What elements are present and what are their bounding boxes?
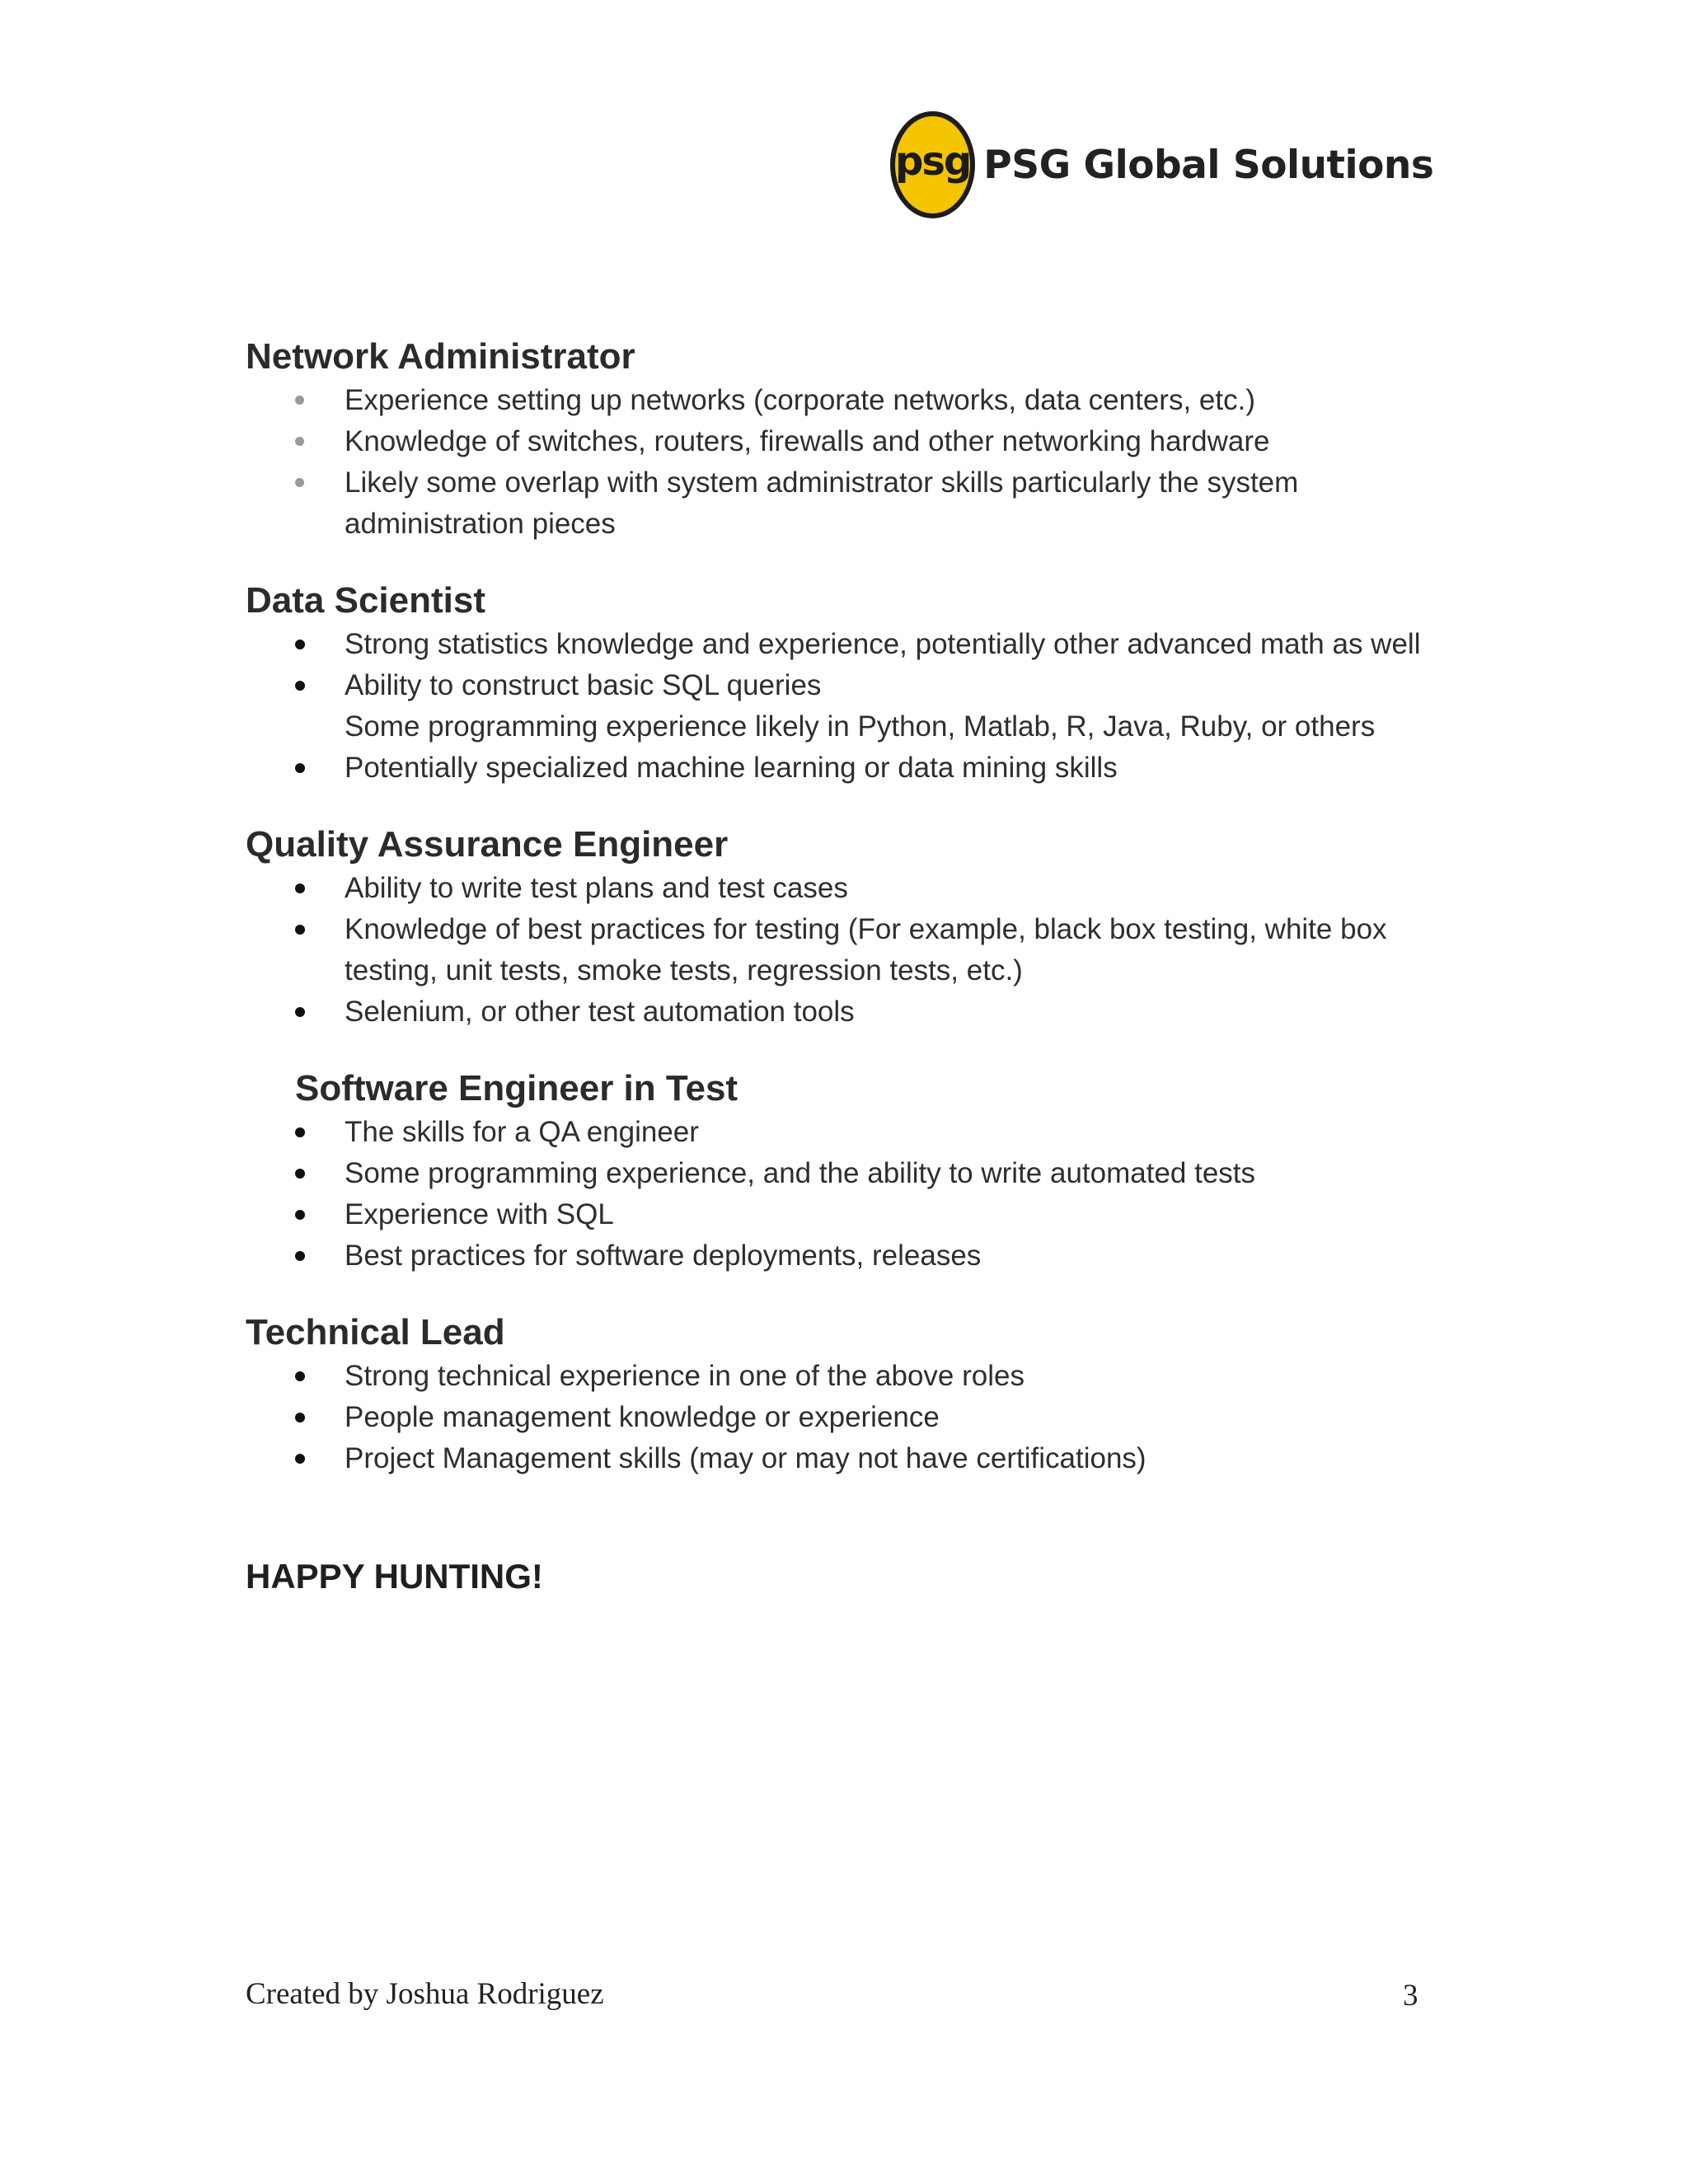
bullet-icon [295,1169,305,1179]
bullet-icon [295,925,305,935]
bullet-icon [295,681,305,691]
list-item [246,1194,1449,1235]
psg-badge-icon [890,111,975,218]
list-item-text: Strong statistics knowledge and experience, potentially other advanced math as well [345,628,1421,660]
list-item [246,868,1449,909]
skills-list [246,1112,1449,1277]
list-item [246,1153,1449,1194]
list-item-text: Experience setting up networks (corporate networks, data centers, etc.) [345,384,1255,416]
section-quality-assurance-engineer [246,822,1449,1033]
bullet-icon [295,763,305,773]
list-item-text: Some programming experience, and the ability to write automated tests [345,1157,1256,1189]
skills-list [246,624,1449,789]
skills-list [246,868,1449,1033]
list-item-text: Knowledge of switches, routers, firewalls and other networking hardware [345,425,1270,457]
logo-badge-text: psg [895,138,971,185]
bullet-icon [295,1127,305,1137]
list-item [246,1356,1449,1397]
bullet-icon [295,640,305,649]
section-title: Data Scientist [246,580,485,621]
skills-list [246,1356,1449,1479]
section-title: Technical Lead [246,1312,505,1352]
section-technical-lead [246,1310,1449,1479]
list-item-text: Potentially specialized machine learning or data mining skills [345,752,1118,784]
bullet-icon [295,1413,305,1422]
section-data-scientist [246,578,1449,789]
list-item [246,462,1449,545]
list-item-text: Experience with SQL [345,1198,614,1230]
bullet-icon [295,437,304,446]
footer-credit: Created by Joshua Rodriguez [246,1977,604,2011]
company-logo [890,107,1434,223]
list-item [246,1112,1449,1153]
section-software-engineer-in-test [246,1066,1449,1277]
list-item-text: People management knowledge or experience [345,1401,940,1433]
list-item [246,1438,1449,1479]
section-title: Quality Assurance Engineer [246,824,729,865]
closing-text: HAPPY HUNTING! [246,1557,543,1596]
list-item [246,421,1449,462]
list-item-text: Knowledge of best practices for testing (For example, black box testing, white box testing, unit tests, smoke tests, regression tests, etc.) [345,913,1387,987]
skills-list [246,380,1449,545]
section-title: Software Engineer in Test [295,1068,738,1108]
list-item-text: The skills for a QA engineer [345,1116,699,1148]
bullet-icon [295,396,304,405]
bullet-icon [295,1007,305,1017]
list-item-text: Project Management skills (may or may not have certifications) [345,1442,1146,1474]
list-item [246,380,1449,421]
bullet-icon [295,1371,305,1381]
bullet-icon [295,1251,305,1261]
list-item [246,909,1449,991]
section-network-administrator [246,334,1449,545]
list-item-text: Ability to write test plans and test cases [345,872,848,904]
list-item-text: Strong technical experience in one of the above roles [345,1360,1025,1392]
list-item [246,991,1449,1033]
bullet-icon [295,478,304,487]
list-item-text: Likely some overlap with system administrator skills particularly the system administration pieces [345,466,1299,540]
bullet-icon [295,1210,305,1220]
list-item [246,706,1449,748]
list-item [246,624,1449,665]
company-name: PSG Global Solutions [983,142,1434,188]
list-item-text: Selenium, or other test automation tools [345,996,855,1028]
list-item [246,1235,1449,1277]
list-item [246,1397,1449,1438]
list-item [246,748,1449,789]
list-item-text: Some programming experience likely in Python, Matlab, R, Java, Ruby, or others [345,710,1376,743]
bullet-icon [295,883,305,893]
list-item-text: Best practices for software deployments, releases [345,1240,982,1272]
page-number: 3 [1403,1979,1418,2013]
list-item-text: Ability to construct basic SQL queries [345,669,822,701]
section-title: Network Administrator [246,336,635,377]
list-item [246,665,1449,706]
bullet-icon [295,1454,305,1464]
document-body [246,334,1449,1600]
